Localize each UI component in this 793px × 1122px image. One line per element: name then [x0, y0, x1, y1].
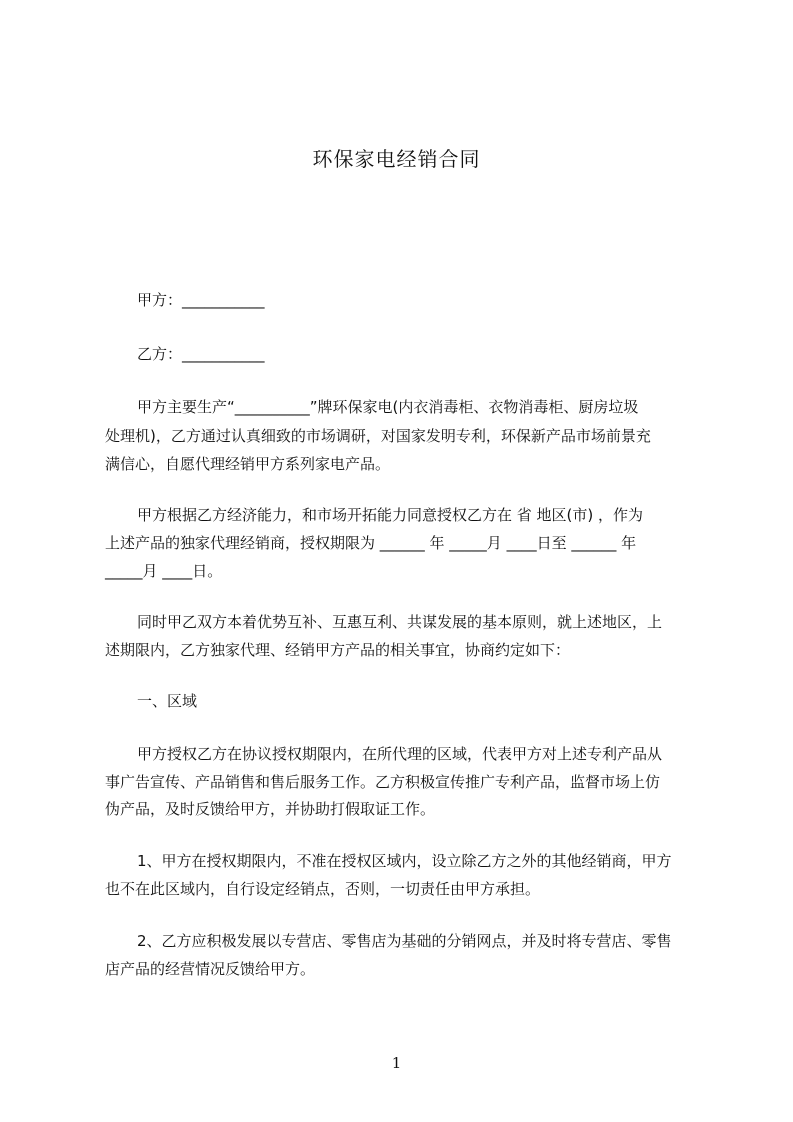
- paragraph-line: 1、甲方在授权期限内，不准在授权区域内，设立除乙方之外的其他经销商，甲方: [137, 852, 672, 870]
- paragraph-line: 伪产品，及时反馈给甲方，并协助打假取证工作。: [105, 800, 436, 818]
- paragraph-line: 事广告宣传、产品销售和售后服务工作。乙方积极宣传推广专利产品，监督市场上仿: [105, 773, 661, 791]
- paragraph-line: 满信心，自愿代理经销甲方系列家电产品。: [105, 455, 391, 473]
- paragraph-line: 处理机)，乙方通过认真细致的市场调研，对国家发明专利，环保新产品市场前景充: [105, 427, 651, 445]
- page-number: 1: [391, 1054, 402, 1072]
- paragraph-line: 甲方授权乙方在协议授权期限内，在所代理的区域，代表甲方对上述专利产品从: [137, 745, 663, 763]
- party-b-line: 乙方：___________: [137, 345, 265, 363]
- paragraph-line: 同时甲乙双方本着优势互补、互惠互利、共谋发展的基本原则，就上述地区，上: [137, 613, 663, 631]
- paragraph-line: 甲方主要生产“__________”牌环保家电(内衣消毒柜、衣物消毒柜、厨房垃圾: [137, 398, 639, 416]
- party-a-line: 甲方：___________: [137, 291, 265, 309]
- paragraph-line: 甲方根据乙方经济能力，和市场开拓能力同意授权乙方在 省 地区(市) ，作为: [137, 506, 644, 524]
- document-title: 环保家电经销合同: [312, 147, 481, 171]
- section-heading: 一、区域: [137, 692, 198, 710]
- paragraph-line: 店产品的经营情况反馈给甲方。: [105, 960, 316, 978]
- paragraph-line: 述期限内，乙方独家代理、经销甲方产品的相关事宜，协商约定如下：: [105, 641, 571, 659]
- paragraph-line: 2、乙方应积极发展以专营店、零售店为基础的分销网点，并及时将专营店、零售: [137, 932, 672, 950]
- paragraph-line: 上述产品的独家代理经销商，授权期限为 ______ 年 _____月 ____日至 ______ 年: [105, 534, 637, 552]
- paragraph-line: _____月 ____日。: [105, 562, 223, 580]
- paragraph-line: 也不在此区域内，自行设定经销点，否则，一切责任由甲方承担。: [105, 880, 541, 898]
